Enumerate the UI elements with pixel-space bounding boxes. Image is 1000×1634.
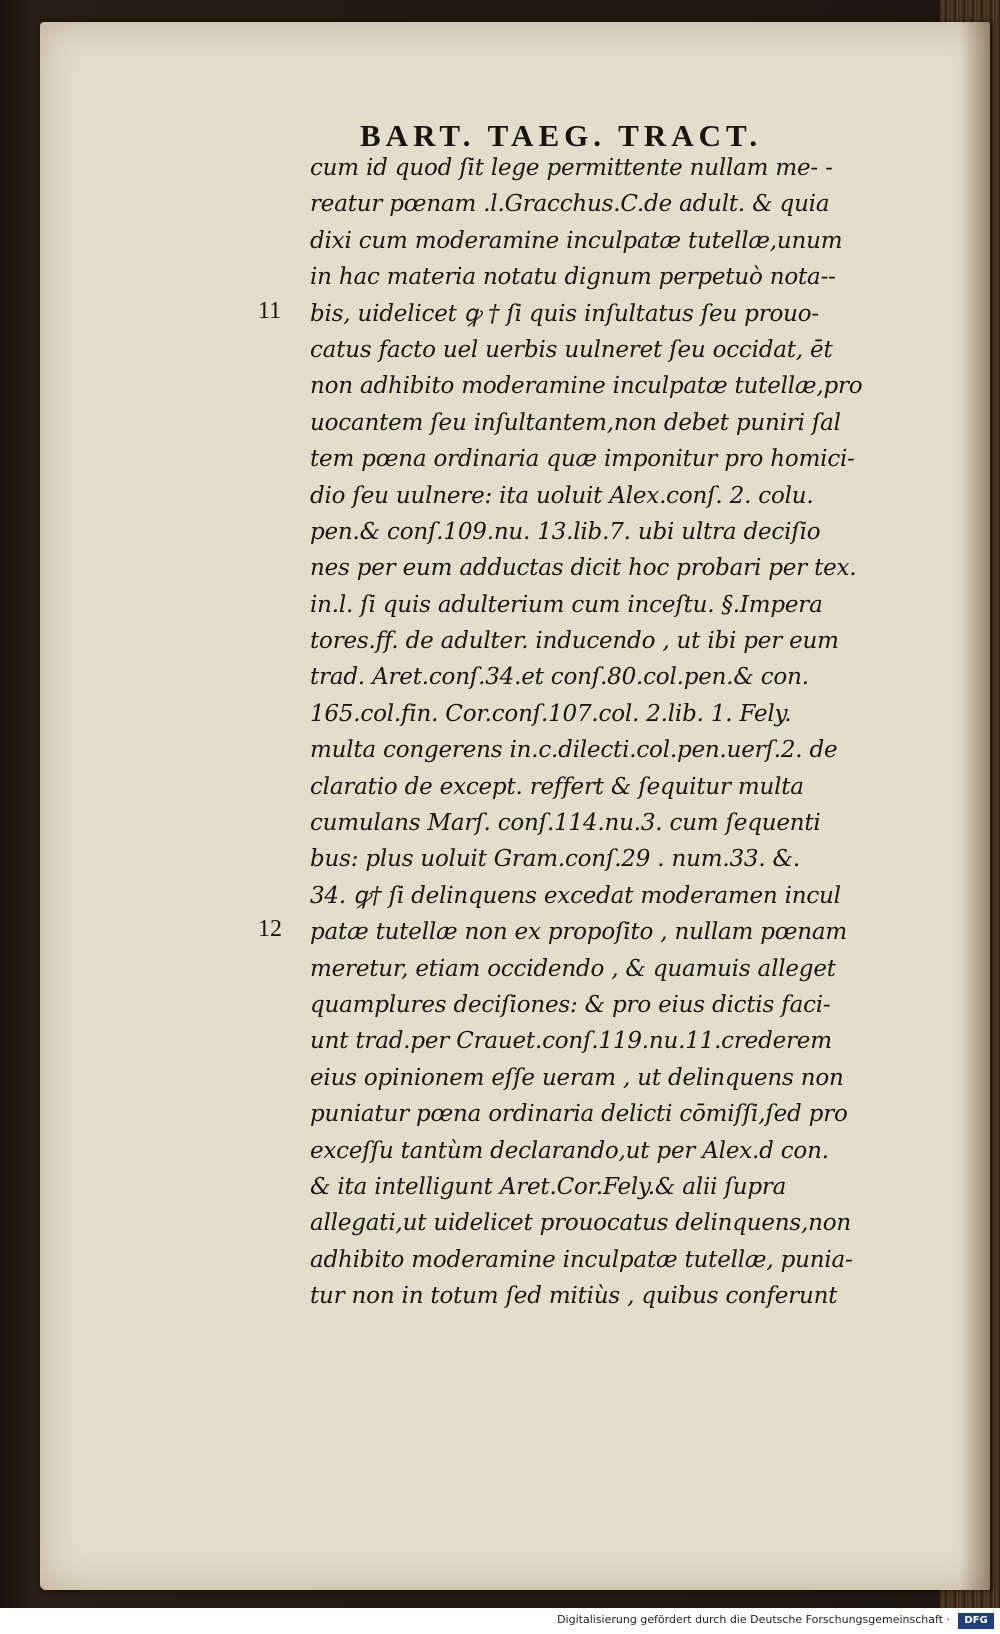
text-line: bus: plus uoluit Gram.conſ.29 . num.33. &. bbox=[310, 846, 800, 873]
running-head: BART. TAEG. TRACT. bbox=[360, 118, 763, 153]
text-line: non adhibito moderamine inculpatæ tutellæ,pro bbox=[310, 373, 863, 400]
text-line: bis, uidelicet ꝙ † ſi quis inſultatus ſeu prouo- bbox=[310, 300, 819, 327]
footer-credit: Digitalisierung gefördert durch die Deutsche Forschungsgemeinschaft · bbox=[557, 1613, 950, 1626]
text-line: puniatur pœna ordinaria delicti cōmiſſi,ſed pro bbox=[310, 1101, 848, 1128]
text-line: multa congerens in.c.dilecti.col.pen.uerſ.2. de bbox=[310, 737, 838, 764]
text-line: claratio de except. reffert & ſequitur multa bbox=[310, 773, 804, 800]
text-line: exceſſu tantùm declarando,ut per Alex.d con. bbox=[310, 1137, 829, 1164]
text-line: dio ſeu uulnere: ita uoluit Alex.conſ. 2. colu. bbox=[310, 482, 814, 509]
text-line: dixi cum moderamine inculpatæ tutellæ,unum bbox=[310, 227, 843, 254]
footer-bar bbox=[0, 1608, 1000, 1634]
text-line: allegati,ut uidelicet prouocatus delinquens,non bbox=[310, 1210, 852, 1237]
text-line: eius opinionem eſſe ueram , ut delinquens non bbox=[310, 1064, 844, 1091]
text-line: reatur pœnam .l.Gracchus.C.de adult. & quia bbox=[310, 191, 830, 218]
text-line: catus facto uel uerbis uulneret ſeu occidat, ēt bbox=[310, 336, 833, 363]
margin-number: 12 bbox=[258, 916, 282, 943]
text-line: meretur, etiam occidendo , & quamuis alleget bbox=[310, 955, 836, 982]
text-line: trad. Aret.conſ.34.et conſ.80.col.pen.& con. bbox=[310, 664, 809, 691]
text-line: in hac materia notatu dignum perpetuò nota-- bbox=[310, 264, 836, 291]
dfg-logo: DFG bbox=[958, 1613, 994, 1629]
text-line: patæ tutellæ non ex propoſito , nullam pœnam bbox=[310, 919, 848, 946]
text-line: nes per eum adductas dicit hoc probari per tex. bbox=[310, 555, 857, 582]
text-line: quamplures deciſiones: & pro eius dictis faci- bbox=[310, 991, 831, 1018]
margin-number: 11 bbox=[258, 297, 282, 324]
page-text bbox=[310, 150, 910, 1315]
text-line: 34. ꝙ† ſi delinquens excedat moderamen incul bbox=[310, 882, 841, 909]
text-line: tur non in totum ſed mitiùs , quibus conferunt bbox=[310, 1283, 838, 1310]
text-line: pen.& conſ.109.nu. 13.lib.7. ubi ultra deciſio bbox=[310, 518, 821, 545]
text-line: cum id quod ſit lege permittente nullam me- - bbox=[310, 155, 833, 181]
text-line: cumulans Marſ. conſ.114.nu.3. cum ſequenti bbox=[310, 810, 821, 837]
text-line: adhibito moderamine inculpatæ tutellæ, punia- bbox=[310, 1246, 853, 1273]
text-line: tores.ff. de adulter. inducendo , ut ibi per eum bbox=[310, 628, 839, 655]
text-line: 165.col.fin. Cor.conſ.107.col. 2.lib. 1. Fely. bbox=[310, 700, 792, 727]
text-line: tem pœna ordinaria quæ imponitur pro homici- bbox=[310, 446, 855, 473]
text-line: in.l. ſi quis adulterium cum inceſtu. §.Impera bbox=[310, 591, 823, 618]
text-line: & ita intelligunt Aret.Cor.Fely.& alii ſupra bbox=[310, 1173, 787, 1200]
text-line: uocantem ſeu inſultantem,non debet puniri ſal bbox=[310, 409, 841, 436]
text-line: unt trad.per Crauet.conſ.119.nu.11.crederem bbox=[310, 1028, 832, 1055]
